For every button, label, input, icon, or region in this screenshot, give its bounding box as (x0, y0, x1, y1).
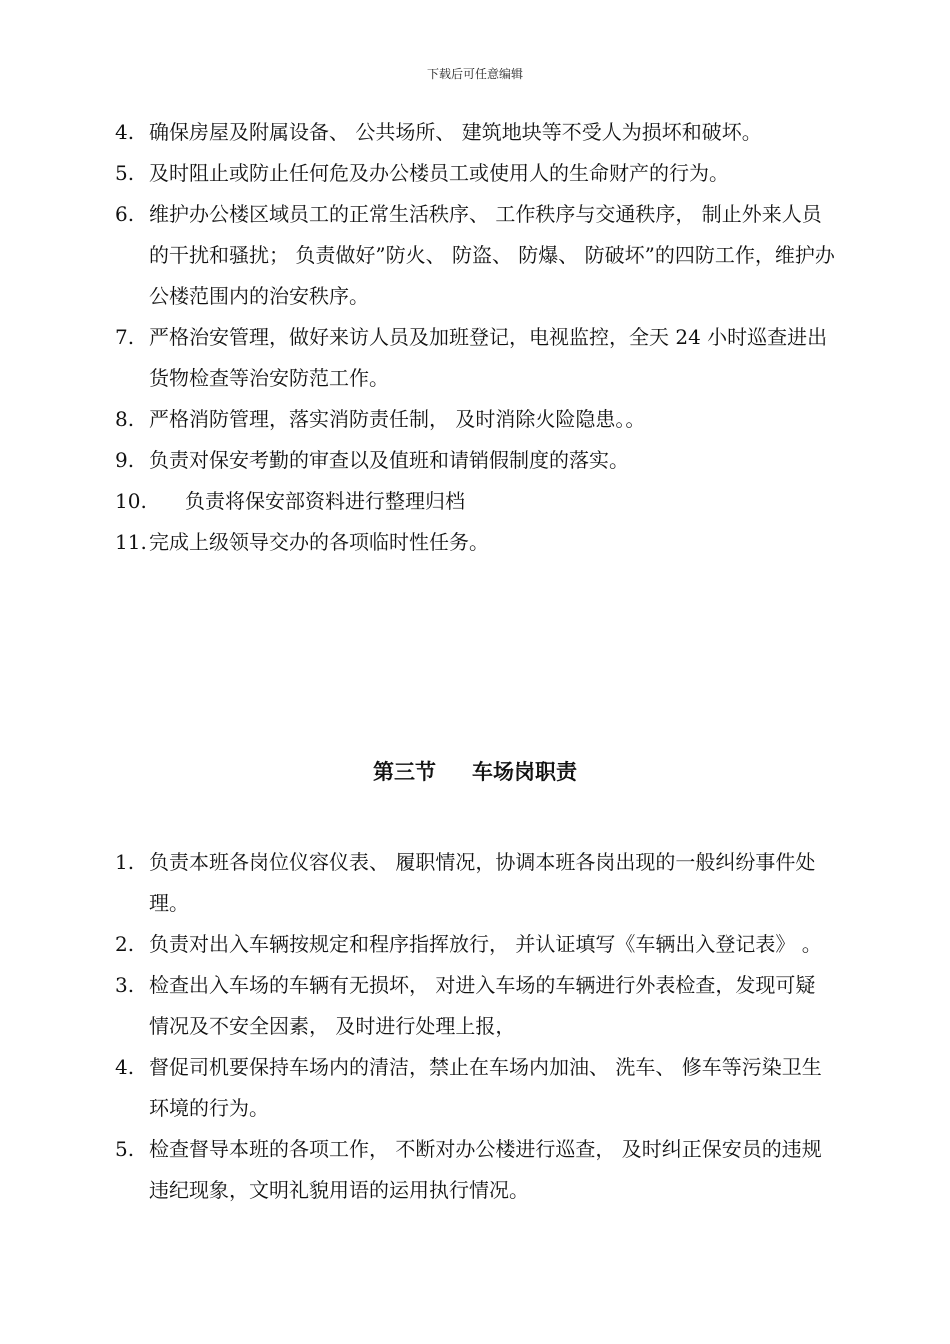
section-title: 车场岗职责 (472, 759, 577, 784)
item-number: 6. (115, 202, 135, 226)
item-number: 9. (115, 448, 135, 472)
list-item (115, 399, 835, 440)
duty-list-parking (115, 842, 835, 1211)
item-number: 4. (115, 120, 135, 144)
item-text: 督促司机要保持车场内的清洁，禁止在车场内加油、 洗车、 修车等污染卫生环境的行为。 (149, 1055, 822, 1120)
list-item (115, 317, 835, 399)
item-number: 5. (115, 1137, 135, 1161)
item-text: 检查出入车场的车辆有无损坏， 对进入车场的车辆进行外表检查，发现可疑情况及不安全因素， 及时进行处理上报， (149, 973, 816, 1038)
list-item (115, 965, 835, 1047)
item-text: 严格消防管理，落实消防责任制， 及时消除火险隐患。。 (149, 407, 646, 431)
list-item (115, 1047, 835, 1129)
item-text: 完成上级领导交办的各项临时性任务。 (149, 530, 489, 554)
list-item (115, 481, 835, 522)
duty-list-security (115, 112, 835, 563)
item-text: 负责本班各岗位仪容仪表、 履职情况，协调本班各岗出现的一般纠纷事件处理。 (149, 850, 816, 915)
item-number: 1. (115, 850, 135, 874)
item-number: 4. (115, 1055, 135, 1079)
item-text: 负责对保安考勤的审查以及值班和请销假制度的落实。 (149, 448, 629, 472)
list-item (115, 153, 835, 194)
item-number: 10. (115, 489, 147, 513)
section-heading (0, 754, 950, 790)
item-text: 确保房屋及附属设备、 公共场所、 建筑地块等不受人为损坏和破坏。 (149, 120, 762, 144)
page-header-note: 下载后可任意编辑 (426, 67, 523, 81)
list-item (115, 194, 835, 317)
item-number: 7. (115, 325, 135, 349)
item-text: 检查督导本班的各项工作， 不断对办公楼进行巡查， 及时纠正保安员的违规违纪现象，文明礼貌用语的运用执行情况。 (149, 1137, 822, 1202)
item-text: 及时阻止或防止任何危及办公楼员工或使用人的生命财产的行为。 (149, 161, 729, 185)
item-text: 负责对出入车辆按规定和程序指挥放行， 并认证填写《车辆出入登记表》 。 (149, 932, 822, 956)
list-item (115, 522, 835, 563)
list-item (115, 1129, 835, 1211)
item-number: 3. (115, 973, 135, 997)
section-number: 第三节 (373, 759, 436, 784)
list-item (115, 924, 835, 965)
item-number: 8. (115, 407, 135, 431)
item-number: 11. (115, 530, 147, 554)
item-text: 负责将保安部资料进行整理归档 (185, 489, 465, 513)
item-text: 严格治安管理，做好来访人员及加班登记，电视监控，全天 24 小时巡查进出货物检查等治安防范工作。 (149, 325, 828, 390)
item-number: 5. (115, 161, 135, 185)
list-item (115, 440, 835, 481)
item-number: 2. (115, 932, 135, 956)
list-item (115, 842, 835, 924)
item-text: 维护办公楼区域员工的正常生活秩序、 工作秩序与交通秩序， 制止外来人员的干扰和骚扰； 负责做好”防火、 防盗、 防爆、 防破坏”的四防工作，维护办公楼范围内的治安秩序。 (149, 202, 835, 308)
list-item (115, 112, 835, 153)
